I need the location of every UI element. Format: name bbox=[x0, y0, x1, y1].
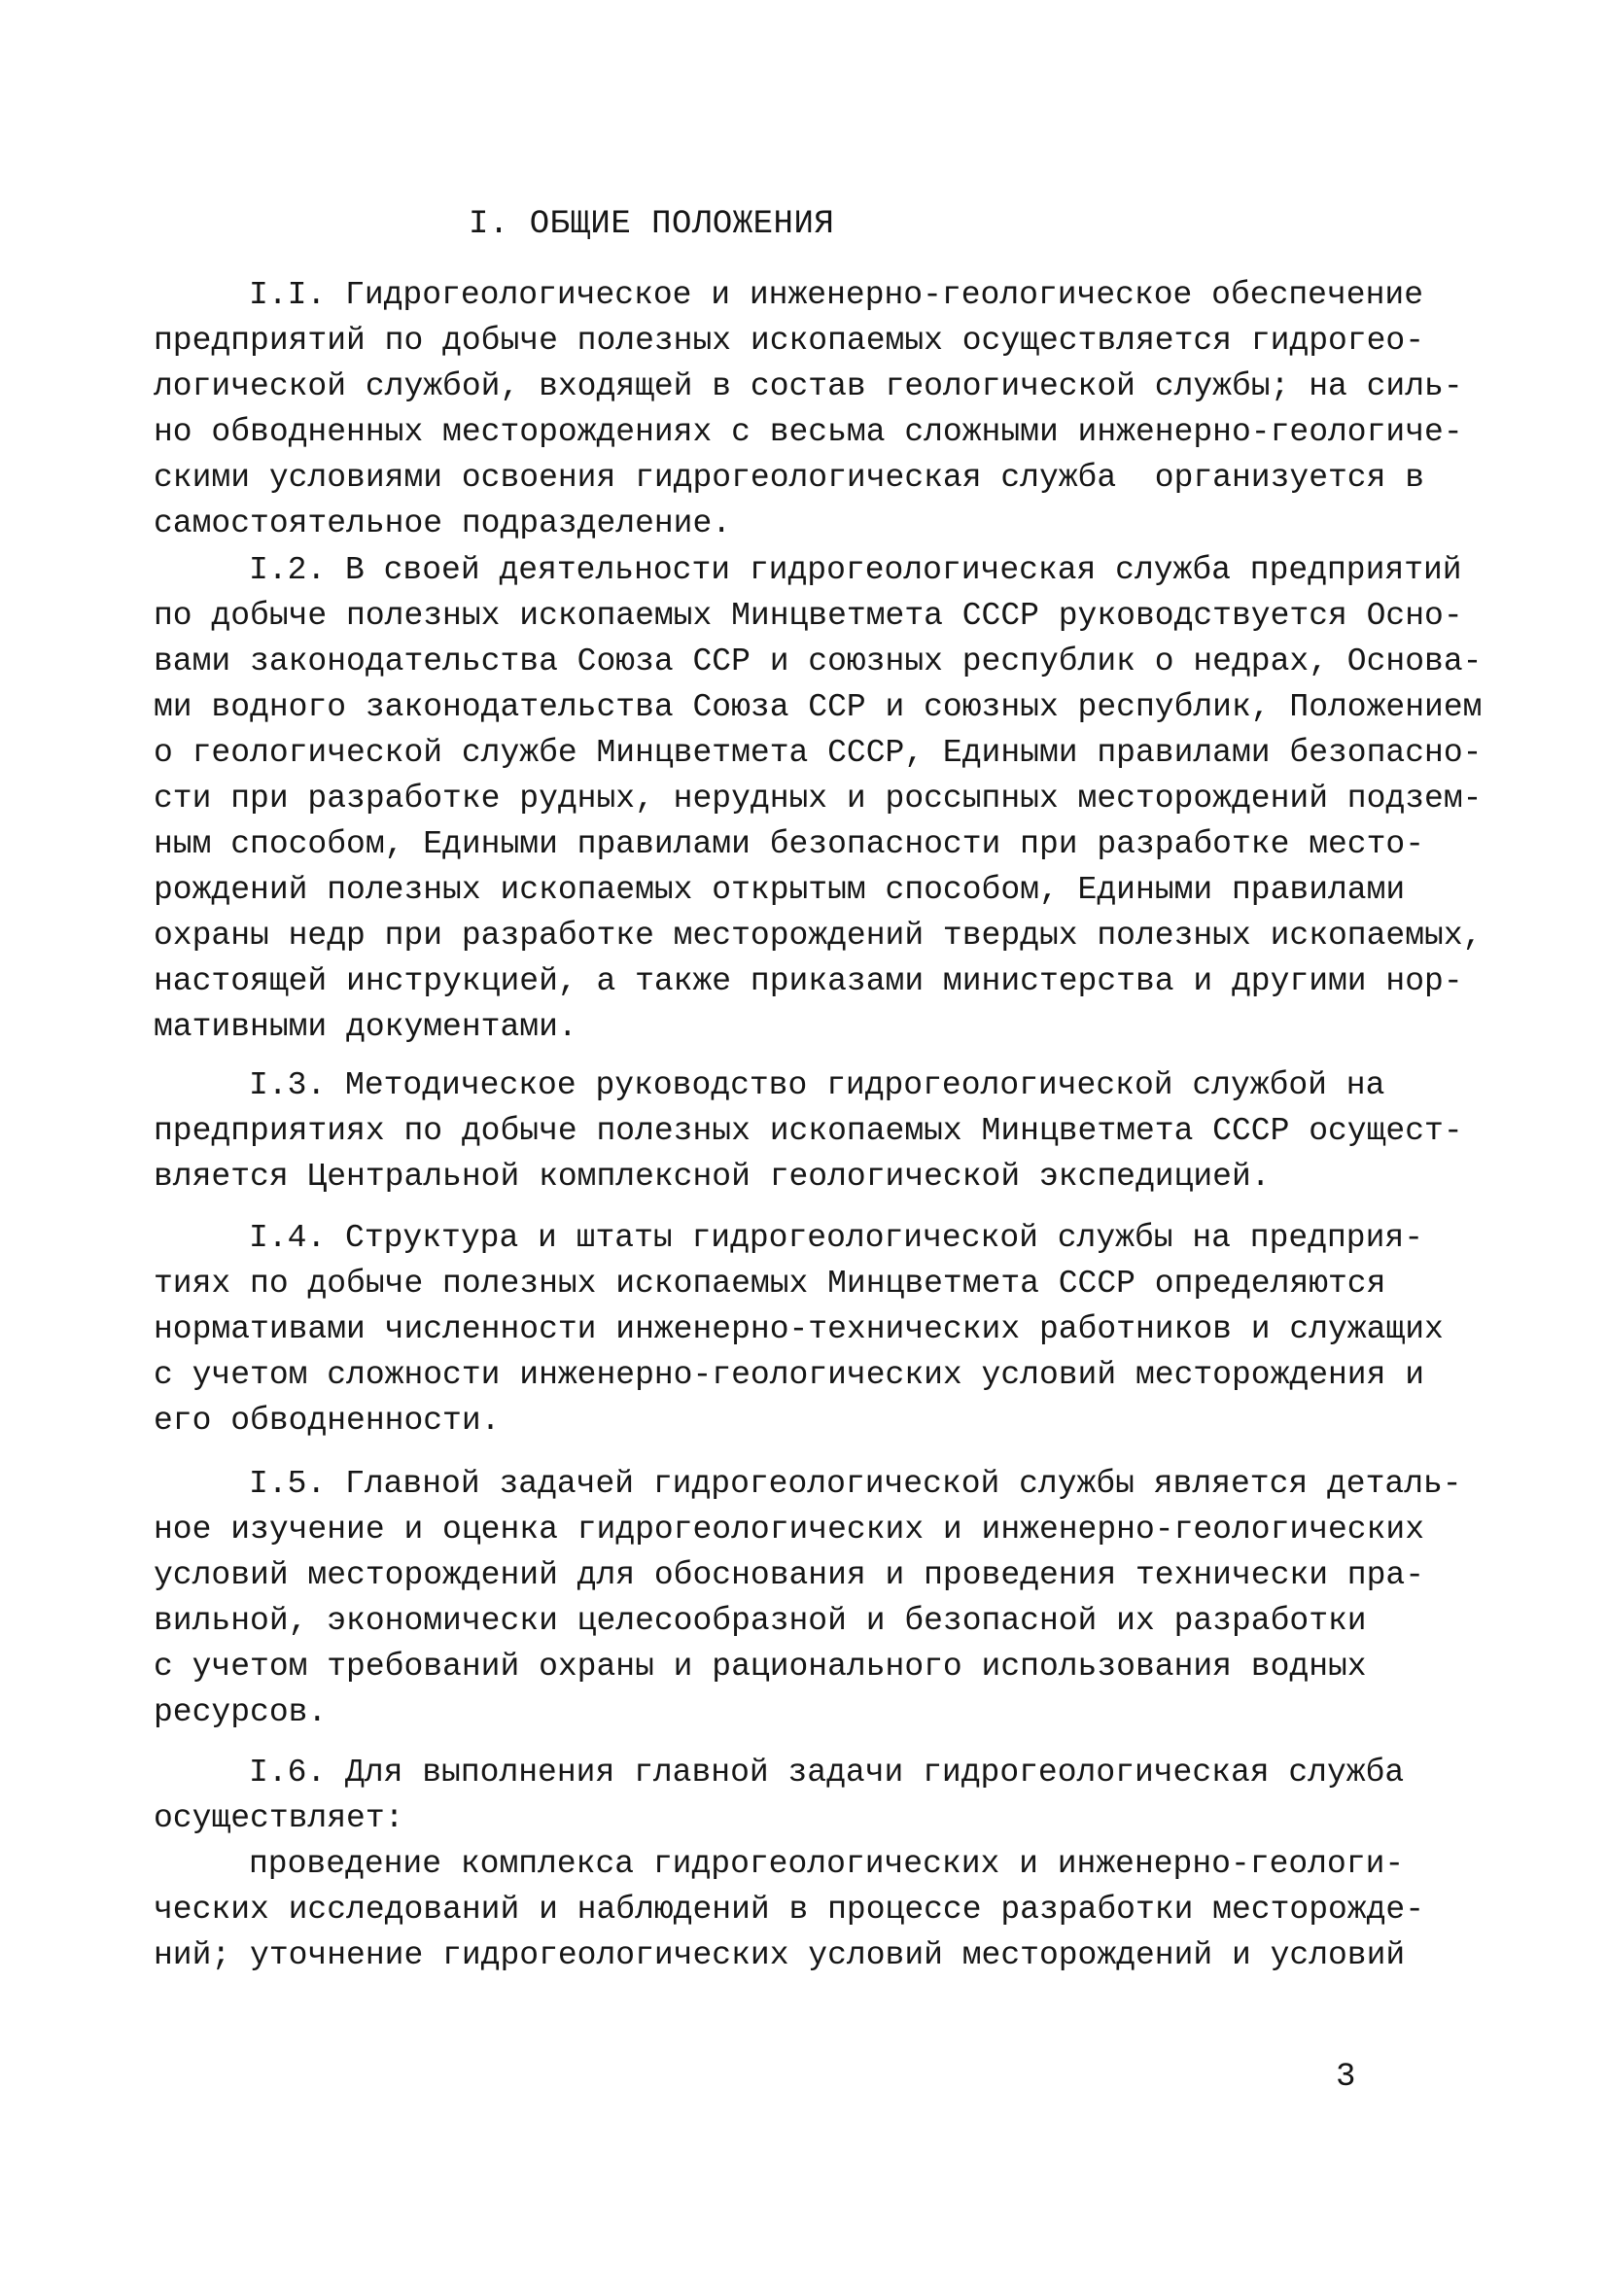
paragraph-line: сти при разработке рудных, нерудных и россыпных месторождений подзем- bbox=[154, 781, 1483, 817]
paragraph-line: ресурсов. bbox=[154, 1694, 328, 1730]
paragraph-1-5 bbox=[154, 1461, 1476, 1735]
paragraph-line: вильной, экономически целесообразной и безопасной их разработки bbox=[154, 1603, 1367, 1639]
paragraph-line: предприятиях по добыче полезных ископаемых Минцветмета СССР осущест- bbox=[154, 1113, 1463, 1149]
paragraph-1-3 bbox=[154, 1062, 1476, 1200]
paragraph-line: ное изучение и оценка гидрогеологических и инженерно-геологических bbox=[154, 1512, 1425, 1548]
paragraph-line: нормативами численности инженерно-технических работников и служащих bbox=[154, 1311, 1444, 1347]
paragraph-line: рождений полезных ископаемых открытым способом, Едиными правилами bbox=[154, 872, 1406, 908]
paragraph-line: вляется Центральной комплексной геологической экспедицией. bbox=[154, 1159, 1271, 1195]
paragraph-1-4 bbox=[154, 1215, 1476, 1444]
paragraph-line: I.2. В своей деятельности гидрогеологическая служба предприятий bbox=[249, 552, 1462, 588]
paragraph-line: тиях по добыче полезных ископаемых Минцветмета СССР определяются bbox=[154, 1266, 1386, 1302]
paragraph-line: вами законодательства Союза ССР и союзных республик о недрах, Основа- bbox=[154, 644, 1483, 679]
paragraph-line: но обводненных месторождениях с весьма сложными инженерно-геологиче- bbox=[154, 414, 1463, 450]
paragraph-line: его обводненности. bbox=[154, 1403, 501, 1439]
paragraph-line: по добыче полезных ископаемых Минцветмета СССР руководствуется Осно- bbox=[154, 598, 1463, 634]
paragraph-line: с учетом сложности инженерно-геологических условий месторождения и bbox=[154, 1357, 1425, 1393]
paragraph-line: предприятий по добыче полезных ископаемых осуществляется гидрогео- bbox=[154, 323, 1425, 359]
paragraph-line: I.6. Для выполнения главной задачи гидрогеологическая служба bbox=[249, 1755, 1405, 1791]
paragraph-line: ческих исследований и наблюдений в процессе разработки месторожде- bbox=[154, 1892, 1425, 1928]
paragraph-line: проведение комплекса гидрогеологических и инженерно-геологи- bbox=[249, 1846, 1405, 1882]
section-heading: I. ОБЩИЕ ПОЛОЖЕНИЯ bbox=[469, 206, 835, 243]
paragraph-line: ний; уточнение гидрогеологических условий месторождений и условий bbox=[154, 1937, 1406, 1973]
paragraph-1-2 bbox=[154, 547, 1483, 1050]
paragraph-line: с учетом требований охраны и рационального использования водных bbox=[154, 1649, 1367, 1685]
paragraph-line: логической службой, входящей в состав геологической службы; на силь- bbox=[154, 368, 1463, 404]
paragraph-line: ми водного законодательства Союза ССР и союзных республик, Положением bbox=[154, 689, 1483, 725]
paragraph-line: I.5. Главной задачей гидрогеологической службы является деталь- bbox=[249, 1466, 1462, 1502]
page-number: 3 bbox=[1336, 2059, 1356, 2096]
paragraph-line: самостоятельное подразделение. bbox=[154, 505, 732, 541]
paragraph-line: условий месторождений для обоснования и проведения технически пра- bbox=[154, 1557, 1425, 1593]
paragraph-line: I.3. Методическое руководство гидрогеологической службой на bbox=[249, 1067, 1385, 1103]
paragraph-line: о геологической службе Минцветмета СССР, Едиными правилами безопасно- bbox=[154, 735, 1483, 771]
paragraph-1-6-item bbox=[154, 1841, 1476, 1978]
paragraph-line: I.4. Структура и штаты гидрогеологической службы на предприя- bbox=[249, 1220, 1423, 1256]
paragraph-line: ным способом, Едиными правилами безопасности при разработке место- bbox=[154, 826, 1425, 862]
paragraph-line: I.I. Гидрогеологическое и инженерно-геологическое обеспечение bbox=[249, 277, 1423, 313]
paragraph-line: мативными документами. bbox=[154, 1009, 577, 1045]
paragraph-line: настоящей инструкцией, а также приказами министерства и другими нор- bbox=[154, 963, 1463, 999]
paragraph-line: охраны недр при разработке месторождений твердых полезных ископаемых, bbox=[154, 918, 1483, 954]
paragraph-1-1 bbox=[154, 272, 1476, 546]
paragraph-1-6 bbox=[154, 1750, 1476, 1841]
paragraph-line: осуществляет: bbox=[154, 1800, 404, 1836]
paragraph-line: скими условиями освоения гидрогеологическая служба организуется в bbox=[154, 460, 1425, 496]
